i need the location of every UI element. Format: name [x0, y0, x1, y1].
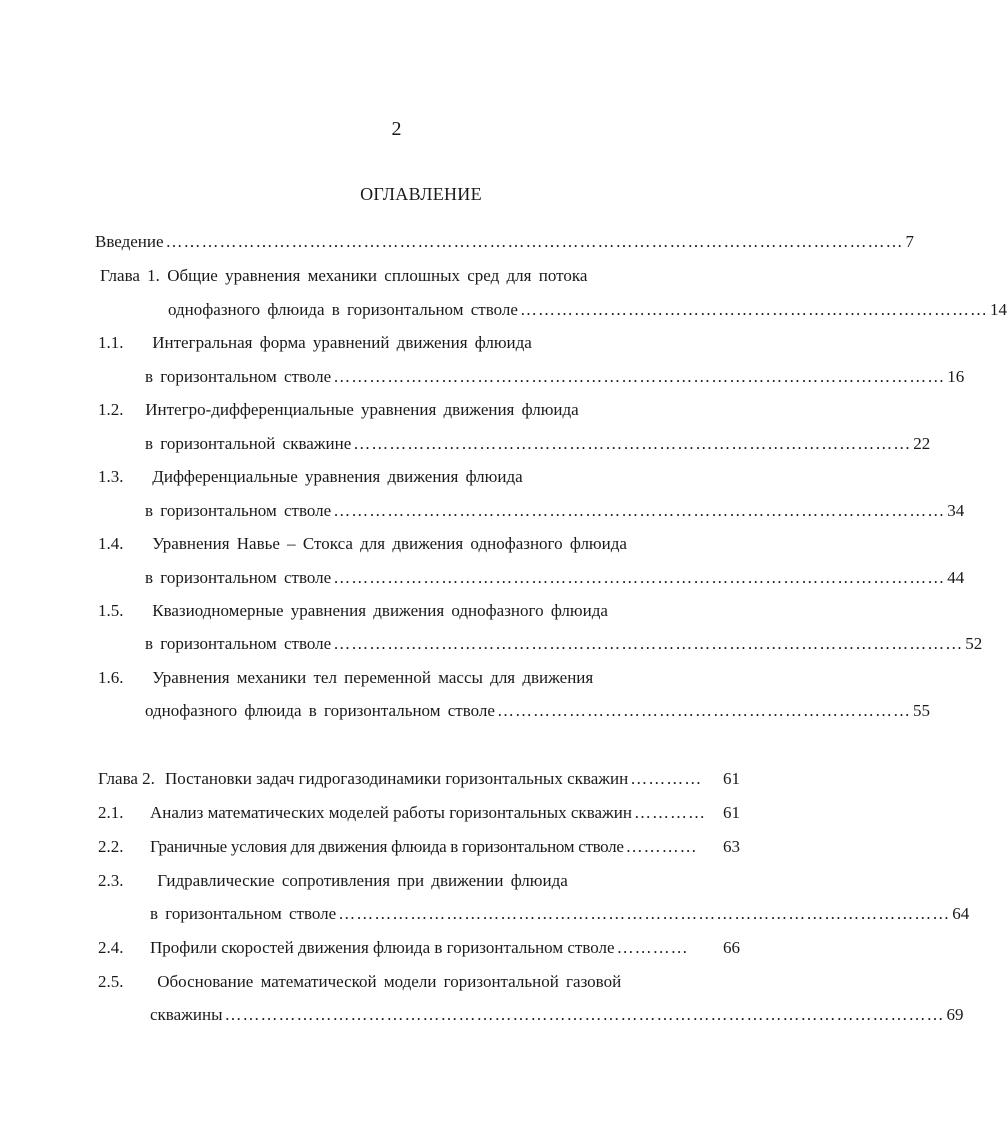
toc-entry-title-cont: однофазного флюида в горизонтальном стволе	[168, 300, 518, 319]
leader-dots: …………	[634, 803, 706, 822]
page-number: 2	[391, 118, 402, 140]
toc-entry-number: Глава 1.	[100, 266, 160, 285]
toc-entry-number: 2.1.	[98, 803, 124, 822]
toc-entry-intro[interactable]	[95, 230, 915, 254]
leader-dots: …………………………………………………………………………………………………………	[224, 1005, 945, 1024]
toc-entry-title-cont: в горизонтальной скважине	[145, 434, 352, 453]
toc-entry-number: 2.3.	[98, 871, 124, 890]
leader-dots: …………	[616, 938, 689, 957]
toc-page-ref: 16	[947, 367, 965, 386]
toc-entry-title-cont: в горизонтальном стволе	[150, 904, 337, 923]
toc-page-ref: 55	[912, 701, 930, 720]
toc-entry-title-cont: скважины	[150, 1005, 223, 1024]
toc-entry-number: 1.1.	[98, 333, 124, 352]
toc-entry-title: Граничные условия для движения флюида в горизонтальном стволе	[150, 837, 624, 856]
toc-entry-1-2[interactable]	[98, 398, 579, 422]
toc-page-ref: 63	[723, 837, 740, 856]
leader-dots: …………………………………………………………………………………………	[333, 501, 946, 520]
toc-entry-chapter-1[interactable]	[100, 264, 587, 288]
leader-dots: ……………………………………………………………………	[519, 300, 988, 319]
toc-entry-number: 1.3.	[98, 467, 124, 486]
toc-page-ref: 7	[905, 232, 915, 251]
toc-entry-title-cont: в горизонтальном стволе	[145, 634, 332, 653]
toc-page-ref: 14	[989, 300, 1007, 319]
toc-entry-2-1[interactable]	[98, 801, 740, 825]
toc-entry-1-4[interactable]	[98, 532, 627, 556]
toc-entry-1-1-cont	[145, 365, 965, 389]
toc-page-ref: 34	[947, 501, 965, 520]
toc-entry-chapter-1-cont	[168, 298, 1007, 322]
toc-entry-2-4[interactable]	[98, 936, 740, 960]
toc-entry-title: Уравнения механики тел переменной массы для движения	[152, 668, 594, 687]
toc-entry-1-2-cont	[145, 432, 931, 456]
toc-entry-title: Уравнения Навье – Стокса для движения однофазного флюида	[152, 534, 627, 553]
toc-entry-2-3-cont	[150, 902, 970, 926]
toc-page-ref: 69	[946, 1005, 964, 1024]
toc-entry-1-1[interactable]	[98, 331, 532, 355]
toc-entry-1-3[interactable]	[98, 465, 523, 489]
toc-entry-number: 2.5.	[98, 972, 124, 991]
toc-entry-2-5-cont	[150, 1003, 964, 1027]
leader-dots: …………………………………………………………………………………………	[338, 904, 951, 923]
toc-page-ref: 52	[965, 634, 983, 653]
leader-dots: ……………………………………………………………………………………………	[333, 634, 964, 653]
toc-entry-number: 1.5.	[98, 601, 124, 620]
toc-title: ОГЛАВЛЕНИЕ	[360, 184, 482, 204]
toc-entry-title-cont: в горизонтальном стволе	[145, 367, 332, 386]
toc-page-ref: 61	[723, 769, 740, 788]
toc-page-ref: 66	[723, 938, 740, 957]
toc-page-ref: 64	[952, 904, 970, 923]
toc-entry-title: Анализ математических моделей работы горизонтальных скважин	[150, 803, 632, 822]
toc-entry-1-6[interactable]	[98, 666, 593, 690]
toc-entry-title: Обоснование математической модели горизонтальной газовой	[157, 972, 622, 991]
toc-entry-title-cont: однофазного флюида в горизонтальном стволе	[145, 701, 495, 720]
toc-entry-2-2[interactable]	[98, 835, 740, 859]
toc-entry-2-3[interactable]	[98, 869, 568, 893]
leader-dots: …………………………………………………………………………………………	[333, 568, 946, 587]
leader-dots: …………………………………………………………………………………	[353, 434, 912, 453]
toc-entry-title: Введение	[95, 232, 164, 251]
leader-dots: …………………………………………………………………………………………	[333, 367, 946, 386]
toc-entry-title-cont: в горизонтальном стволе	[145, 501, 332, 520]
toc-entry-title-cont: в горизонтальном стволе	[145, 568, 332, 587]
toc-entry-1-5-cont	[145, 632, 983, 656]
toc-entry-chapter-2[interactable]	[98, 767, 740, 791]
leader-dots: ……………………………………………………………………………………………………………	[165, 232, 904, 251]
toc-entry-1-6-cont	[145, 699, 930, 723]
toc-page-ref: 22	[913, 434, 931, 453]
leader-dots: …………	[625, 837, 698, 856]
toc-entry-1-4-cont	[145, 566, 965, 590]
toc-entry-number: 1.4.	[98, 534, 124, 553]
toc-entry-1-5[interactable]	[98, 599, 608, 623]
toc-entry-title: Интегральная форма уравнений движения флюида	[152, 333, 532, 352]
toc-entry-title: Общие уравнения механики сплошных сред для потока	[167, 266, 588, 285]
leader-dots: ……………………………………………………………	[496, 701, 911, 720]
toc-entry-number: 1.2.	[98, 400, 124, 419]
toc-entry-title: Профили скоростей движения флюида в горизонтальном стволе	[150, 938, 615, 957]
toc-entry-1-3-cont	[145, 499, 965, 523]
toc-entry-title: Гидравлические сопротивления при движении флюида	[157, 871, 568, 890]
toc-page-ref: 61	[723, 803, 740, 822]
toc-entry-number: 1.6.	[98, 668, 124, 687]
toc-page-ref: 44	[947, 568, 965, 587]
toc-entry-number: 2.4.	[98, 938, 124, 957]
toc-entry-2-5[interactable]	[98, 970, 621, 994]
toc-entry-title: Дифференциальные уравнения движения флюида	[152, 467, 523, 486]
toc-entry-title: Квазиодномерные уравнения движения однофазного флюида	[152, 601, 608, 620]
toc-entry-title: Интегро-дифференциальные уравнения движения флюида	[145, 400, 579, 419]
toc-entry-number: Глава 2.	[98, 769, 155, 788]
toc-entry-number: 2.2.	[98, 837, 124, 856]
toc-entry-title: Постановки задач гидрогазодинамики горизонтальных скважин	[164, 769, 629, 788]
leader-dots: …………	[630, 769, 703, 788]
